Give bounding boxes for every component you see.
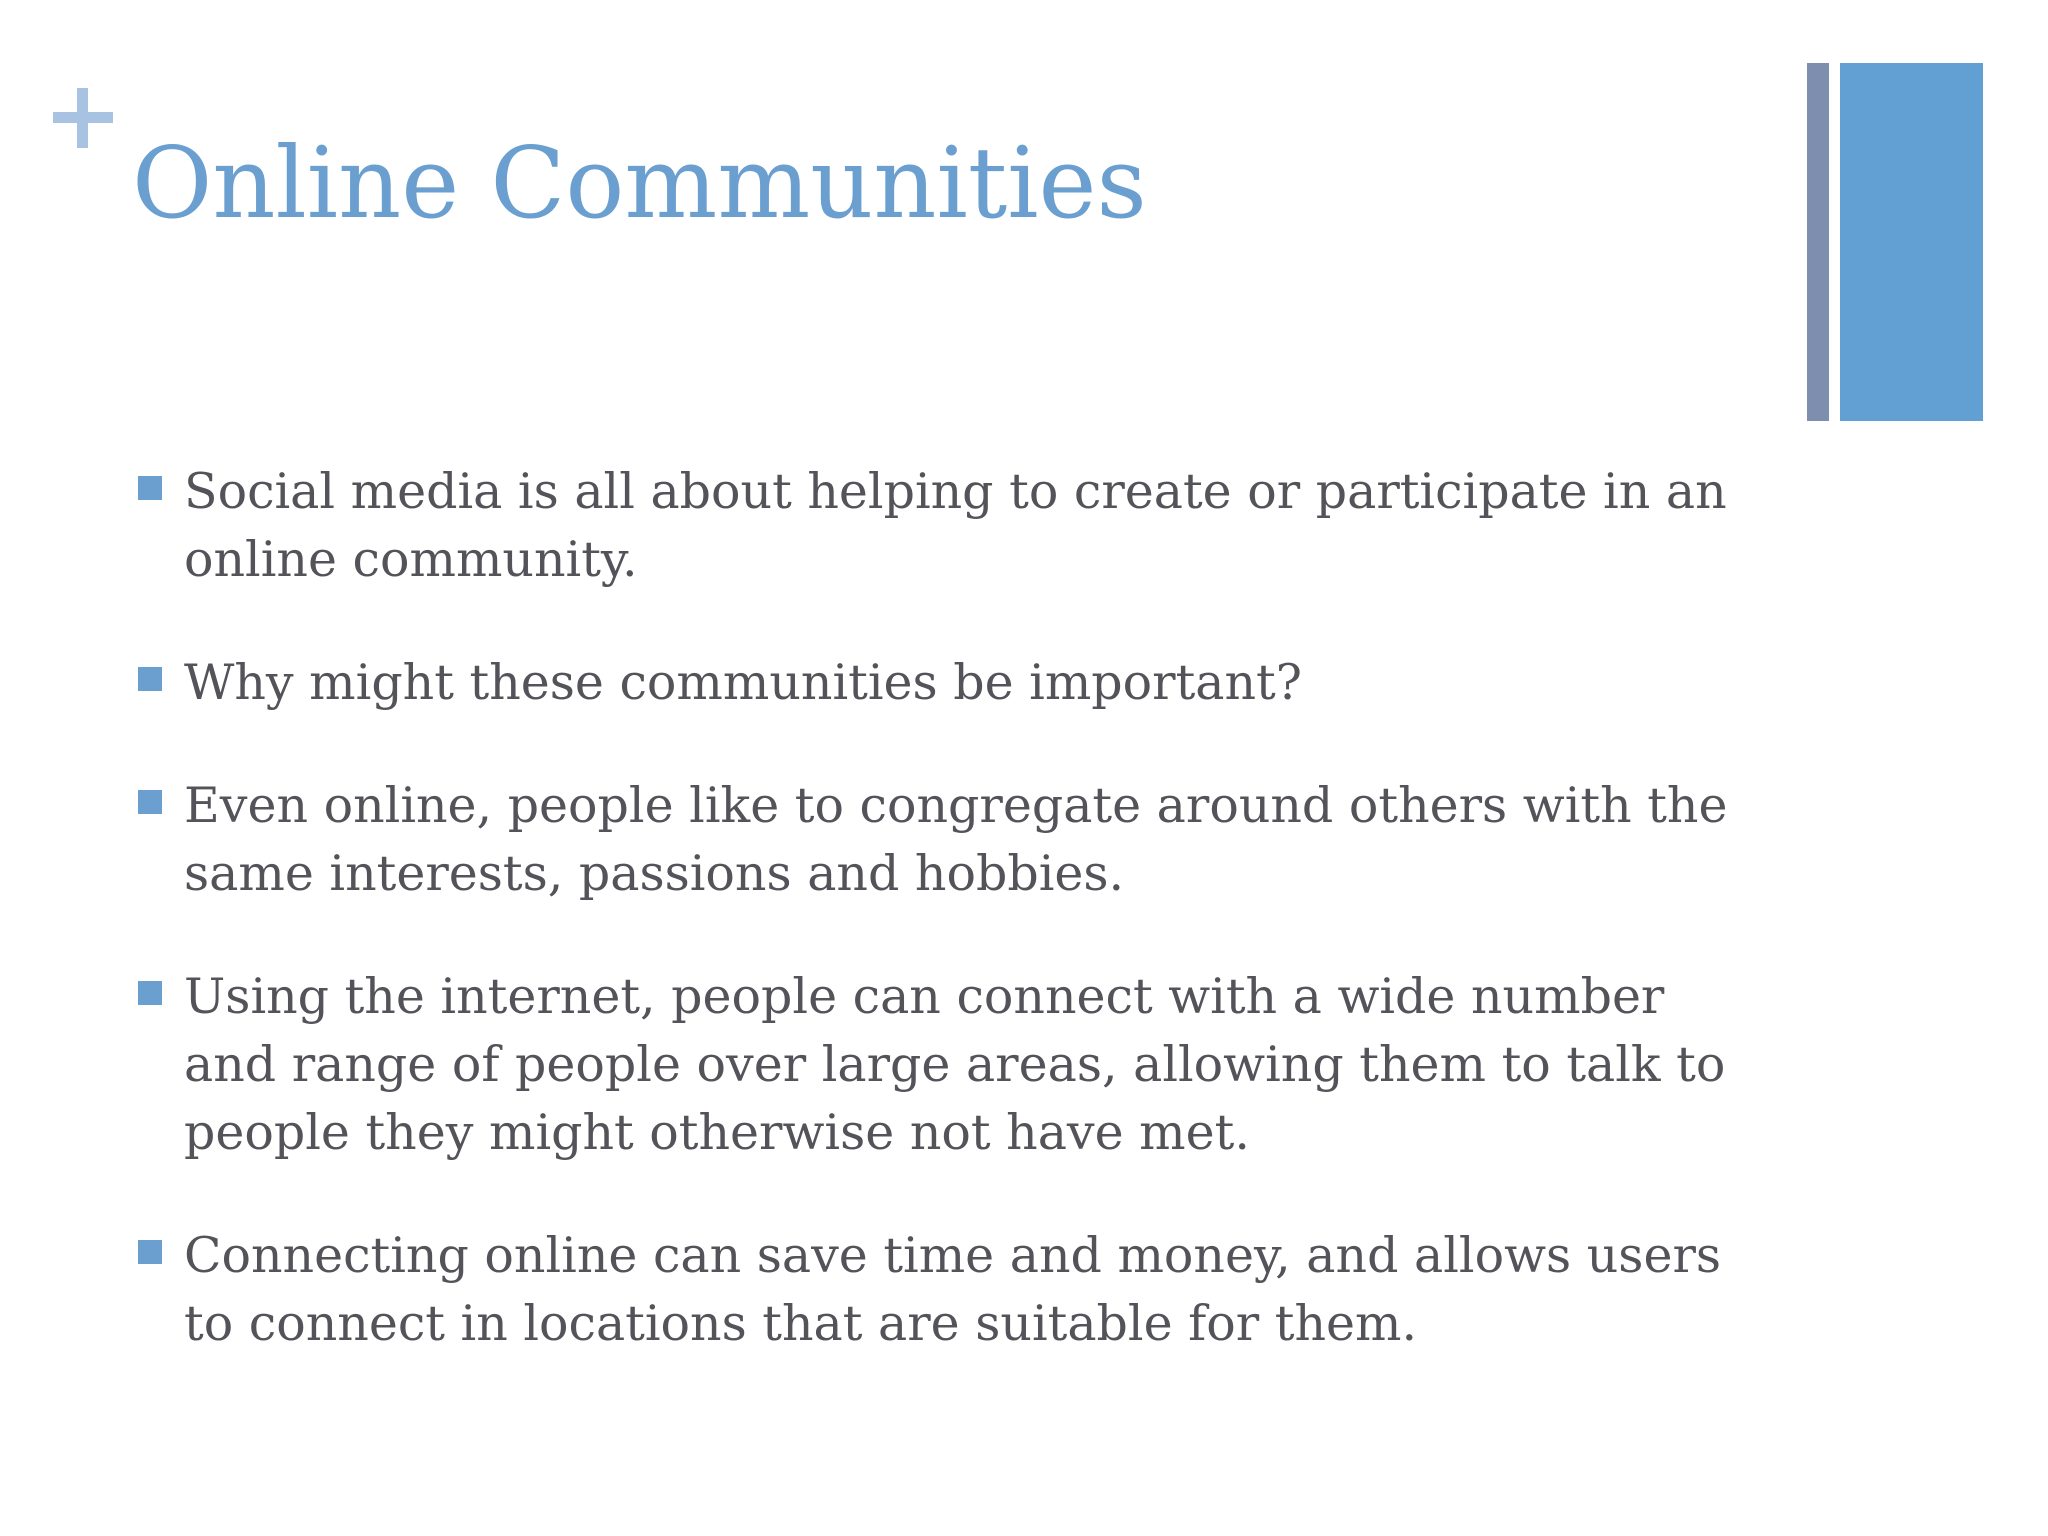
bullet-text: Connecting online can save time and money, and allows users to connect in locations that are suitable for them. [184,1227,1722,1352]
bullet-item [134,649,1734,717]
bullet-text: Why might these communities be important? [184,654,1303,711]
square-bullet-icon [138,667,162,691]
bullet-text: Using the internet, people can connect with a wide number and range of people over large areas, allowing them to talk to people they might otherwise not have met. [184,968,1726,1161]
square-bullet-icon [138,1240,162,1264]
slide-title: Online Communities [132,127,1147,241]
square-bullet-icon [138,981,162,1005]
bullet-item [134,1222,1734,1358]
accent-bar-thin [1807,63,1829,421]
square-bullet-icon [138,476,162,500]
bullet-text: Even online, people like to congregate around others with the same interests, passions and hobbies. [184,777,1728,902]
accent-bar-wide [1840,63,1983,421]
plus-icon-vertical [77,88,88,148]
square-bullet-icon [138,790,162,814]
plus-icon [53,88,113,148]
bullet-item [134,458,1734,594]
bullet-item [134,772,1734,908]
bullet-list [134,458,1734,1413]
bullet-item [134,963,1734,1167]
bullet-text: Social media is all about helping to create or participate in an online community. [184,463,1727,588]
